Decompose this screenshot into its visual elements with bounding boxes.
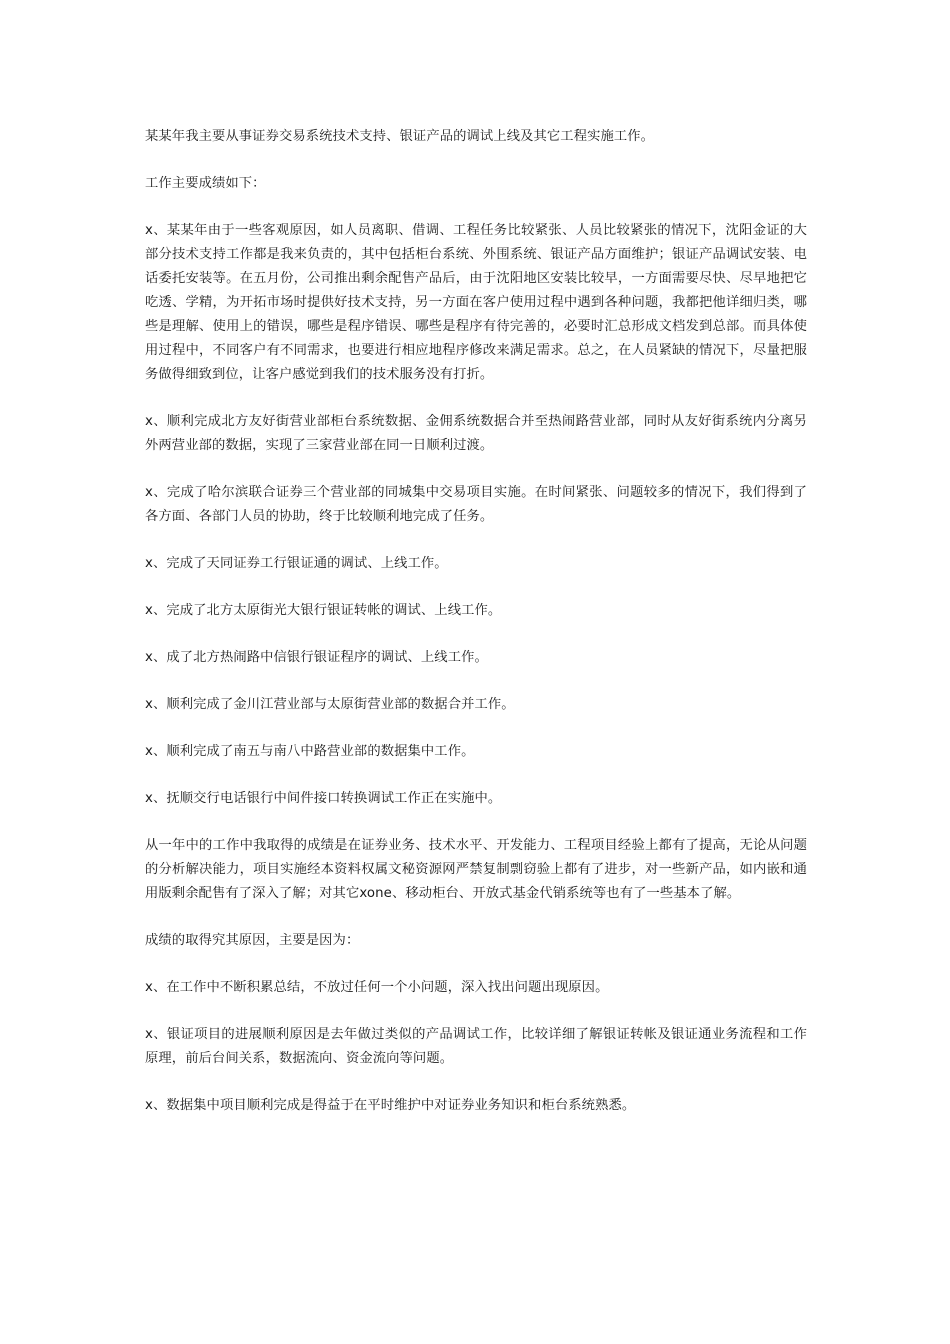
paragraph-item-citic: x、成了北方热闹路中信银行银证程序的调试、上线工作。 — [145, 650, 488, 665]
paragraph-item-fushun: x、抚顺交行电话银行中间件接口转换调试工作正在实施中。 — [145, 791, 502, 806]
paragraph-achievements-heading: 工作主要成绩如下： — [145, 176, 266, 191]
paragraph-item-data-merge: x、顺利完成北方友好街营业部柜台系统数据、金佣系统数据合并至热闹路营业部，同时从友好街系统内分离另外两营业部的数据，实现了三家营业部在同一日顺利过渡。 — [145, 414, 807, 453]
paragraph-item-harbin-project: x、完成了哈尔滨联合证券三个营业部的同城集中交易项目实施。在时间紧张、问题较多的情况下，我们得到了各方面、各部门人员的协助，终于比较顺利地完成了任务。 — [145, 485, 807, 524]
paragraph-intro: 某某年我主要从事证券交易系统技术支持、银证产品的调试上线及其它工程实施工作。 — [145, 129, 655, 144]
paragraph-item-tiantong: x、完成了天同证券工行银证通的调试、上线工作。 — [145, 556, 448, 571]
document-body — [145, 125, 807, 1141]
paragraph-item-everbright: x、完成了北方太原街光大银行银证转帐的调试、上线工作。 — [145, 603, 502, 618]
paragraph-item-nanwu: x、顺利完成了南五与南八中路营业部的数据集中工作。 — [145, 744, 475, 759]
paragraph-item-tech-support: x、某某年由于一些客观原因，如人员离职、借调、工程任务比较紧张、人员比较紧张的情况下，沈阳金证的大部分技术支持工作都是我来负责的，其中包括柜台系统、外围系统、银证产品方面维护；银证产品调试安装、电话委托安装等。在五月份，公司推出剩余配售产品后，由于沈阳地区安装比较早，一方面需要尽快、尽早地把它吃透、学精，为开拓市场时提供好技术支持，另一方面在客户使用过程中遇到各种问题，我都把他详细归类，哪些是理解、使用上的错误，哪些是程序错误、哪些是程序有待完善的，必要时汇总形成文档发到总部。而具体使用过程中，不同客户有不同需求，也要进行相应地程序修改来满足需求。总之，在人员紧缺的情况下，尽量把服务做得细致到位，让客户感觉到我们的技术服务没有打折。 — [145, 223, 807, 382]
paragraph-summary: 从一年中的工作中我取得的成绩是在证券业务、技术水平、开发能力、工程项目经验上都有了提高，无论从问题的分析解决能力，项目实施经本资料权属文秘资源网严禁复制剽窃验上都有了进步，对一些新产品，如内嵌和通用版剩余配售有了深入了解；对其它xone、移动柜台、开放式基金代销系统等也有了一些基本了解。 — [145, 838, 807, 901]
paragraph-reason-experience: x、银证项目的进展顺利原因是去年做过类似的产品调试工作，比较详细了解银证转帐及银证通业务流程和工作原理，前后台间关系，数据流向、资金流向等问题。 — [145, 1027, 807, 1066]
paragraph-reasons-heading: 成绩的取得究其原因，主要是因为： — [145, 933, 360, 948]
paragraph-reason-accumulate: x、在工作中不断积累总结，不放过任何一个小问题，深入找出问题出现原因。 — [145, 980, 609, 995]
paragraph-item-jinchuanjiang: x、顺利完成了金川江营业部与太原街营业部的数据合并工作。 — [145, 697, 515, 712]
paragraph-reason-familiarity: x、数据集中项目顺利完成是得益于在平时维护中对证券业务知识和柜台系统熟悉。 — [145, 1098, 636, 1113]
